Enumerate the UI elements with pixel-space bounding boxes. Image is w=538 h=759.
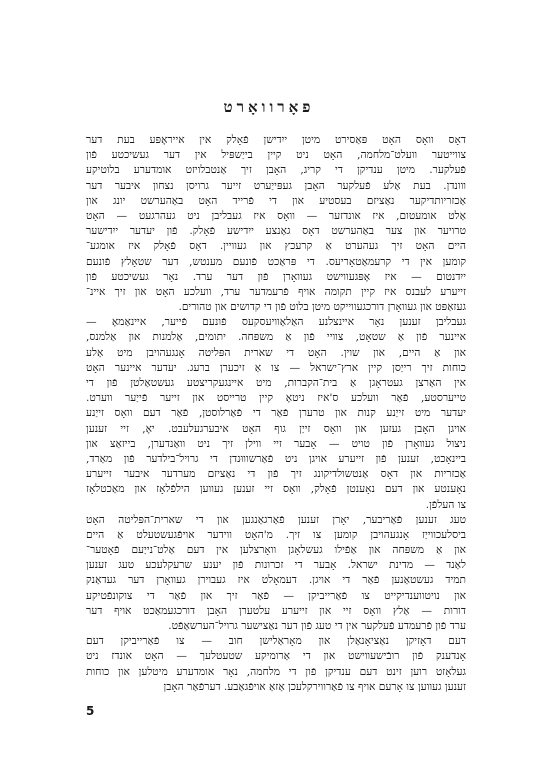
- text-line: אין האַרצן געטראָגן אַ בית־הקברות, מיט איינגעקריצטע געשטאַלטן פֿון די: [86, 377, 466, 389]
- text-line: דעם דאָזיקן נאַציאָנאַלן און מאָראַלישן חוב — צו פֿאַרייביקן דעם: [86, 635, 466, 648]
- text-line: יעדער מיט זייַנע קנות און טרערן פֿאַר די פֿאַרלוסטן, פֿאַר דעם וואָס זייַנע: [86, 407, 466, 420]
- text-line: כוחות זיך רייַסן קיין ארץ־ישראל — צו אַ זיכערן ברעג. יעדער איינער האָט: [86, 361, 466, 374]
- text-line: ווונדן. בעת אַלע פֿעלקער האָבן געפּייַערט זייער גרויסן נצחון איבער דער: [86, 179, 466, 192]
- text-line: געזאַפּט און געוואָרן דורכגעווייקט מיטן בלוט פֿון די קדושים און טהורים.: [178, 301, 466, 314]
- text-line: און נויטווענדיקייט צו פֿאַרייביקן — פֿאַר זיך און פֿאַר די צוקונפֿטיקע: [86, 589, 466, 602]
- body-text: [86, 133, 466, 695]
- text-line: צו העלפֿן.: [425, 498, 466, 511]
- text-line: היים האָט זיך געהערט אַ קרעכץ און געוויין. דאָס פֿאָלק איז אומגע־: [86, 240, 466, 253]
- text-line: געבליבן זענען נאָר איינצלנע האַלאַוויעסקעס פֿונעם פֿייער, איינאַמאָ —: [86, 316, 466, 329]
- text-line: אויגן האָבן געזען און וואָס זייַן גוף האָט איבערגעלעבט. יאָ, זיי זענען: [86, 422, 466, 435]
- text-line: טרויער און צער באַהערשט דאָס גאַנצע ייִדישע פֿאָלק. פֿון יעדער ייִדישער: [86, 225, 466, 238]
- text-line: ערד פֿון פֿרעמדע פֿעלקער אין די טעג פֿון דער נאַצישער גרויל־הערשאַפֿט.: [168, 620, 466, 632]
- text-line: זייערע לעבנס איז קיין תקומה אויף פֿרעמדער ערד, וועלכע האָט און זיך איינ־: [86, 285, 466, 298]
- text-line: דאָס וואָס האָט פּאַסירט מיטן ייִדישן פֿאָלק אין אייראָפּע בעת דער: [86, 134, 466, 146]
- text-line: ייִדנטום — איז אָפּגעווישט געוואָרן פֿון דער ערד. נאָר געשיכטע פֿון: [86, 270, 466, 283]
- paragraph-3: [86, 513, 466, 635]
- text-line: אָנדענק פֿון רובֿישעווישט און די אַרומיקע שטעטלעך — האָט אונדז ניט: [86, 650, 466, 663]
- text-line: פֿעלקער. מיטן ענדיקן די קריג, האָבן זיך אַנטבלויזט אומדערע בלוטיקע: [86, 164, 466, 177]
- text-line: איינער פֿון אַ שטאָט, צוויי פֿון אַ משפּחה. יתומים, אַלמנות און אַלמנס,: [86, 331, 466, 344]
- paragraph-1: [86, 133, 466, 315]
- text-line: טעג זענען פֿאַריבער, יאָרן זענען פֿאַרגאַנגען און די שארית־הפּליטה האָט: [86, 513, 466, 526]
- text-line: אַכזריות און דאָס אַנטשולדיקונג זיך פֿון די נאַציזם מערדער איבער זייערע: [86, 468, 466, 481]
- page-title: פאָרוואָרט: [223, 98, 315, 116]
- text-line: לאַנד — מדינת ישראל. אָבער די זכרונות פֿון יענע שרעקלעכע טעג זענען: [86, 559, 466, 572]
- text-line: טייערסטע, פֿאַר וועלכע ס'איז ניטאָ קיין טרייסט און זייער פֿייַער ווערט.: [86, 392, 466, 405]
- text-line: זענען געווען צו אָרעם אויף צו פֿאַרווירקלעכן אַזאַ אויפֿגאַבע. דערפֿאַר האָבן: [163, 680, 466, 693]
- paragraph-2: [86, 315, 466, 512]
- paragraph-4: [86, 634, 466, 695]
- text-line: דורות — אַלץ וואָס זיי און זייערע עלטערן האָבן דורכגעמאַכט אויף דער: [86, 604, 466, 617]
- text-line: תמיד געשטאַנען פֿאַר די אויגן. דעמאָלט איז געבוירן געוואָרן דער געדאַנק: [86, 574, 466, 587]
- text-line: אַלט אומעטום, איז אונדזער — וואָס איז געבליבן ניט געהרגעט — האָט: [86, 209, 466, 222]
- text-line: ביינאָכט, זענען פֿון זייערע אויגן ניט פֿאַרשוווּנדן די גרויל־בילדער פֿון מאַרד,: [86, 452, 466, 465]
- text-line: און אַ היים, און שוין. האָט די שארית הפּליטה אָנגעהויבן מיט אַלע: [86, 346, 466, 359]
- text-line: קומען אין די קרעמאַטאָריעס. די פּראַכט פֿונעם מענטש, דער שטאָלץ פֿונעם: [86, 255, 466, 268]
- text-line: ניצול געוואָרן פֿון טויט — אָבער זיי ווילן זיך ניט וואַנדערן, בייזאַצ און: [86, 437, 466, 450]
- text-line: צווייטער וועלט־מלחמה, האָט ניט קיין בייַשפּיל אין דער געשיכטע פֿון: [86, 149, 466, 162]
- text-line: נאָענטע און דעם נאָענטן פֿאָלק, וואָס זיי זענען געווען הילפֿלאָז און מאַכטלאָז: [86, 483, 466, 496]
- text-line: געלאָזט רוען זינט דעם ענדיקן פֿון די מלחמה, נאָר אומדערע מיטלען און כוחות: [86, 665, 466, 678]
- page-number: 5: [86, 704, 95, 718]
- text-line: אַכזריותדיקער נאַציזם בעסטיע און די פֿרייד האָט באַהערשט יונג און: [86, 194, 466, 207]
- text-line: און אַ משפּחה און אַפֿילו געשלאָגן וואָרצלען אין דעם אַלט־נייַעם פֿאָטער־: [86, 544, 466, 557]
- text-line: ביסלעכווייַז אָנגעהויבן קומען צו זיך. מ'האָט ווידער אויפֿגעשטעלט אַ היים: [86, 528, 466, 541]
